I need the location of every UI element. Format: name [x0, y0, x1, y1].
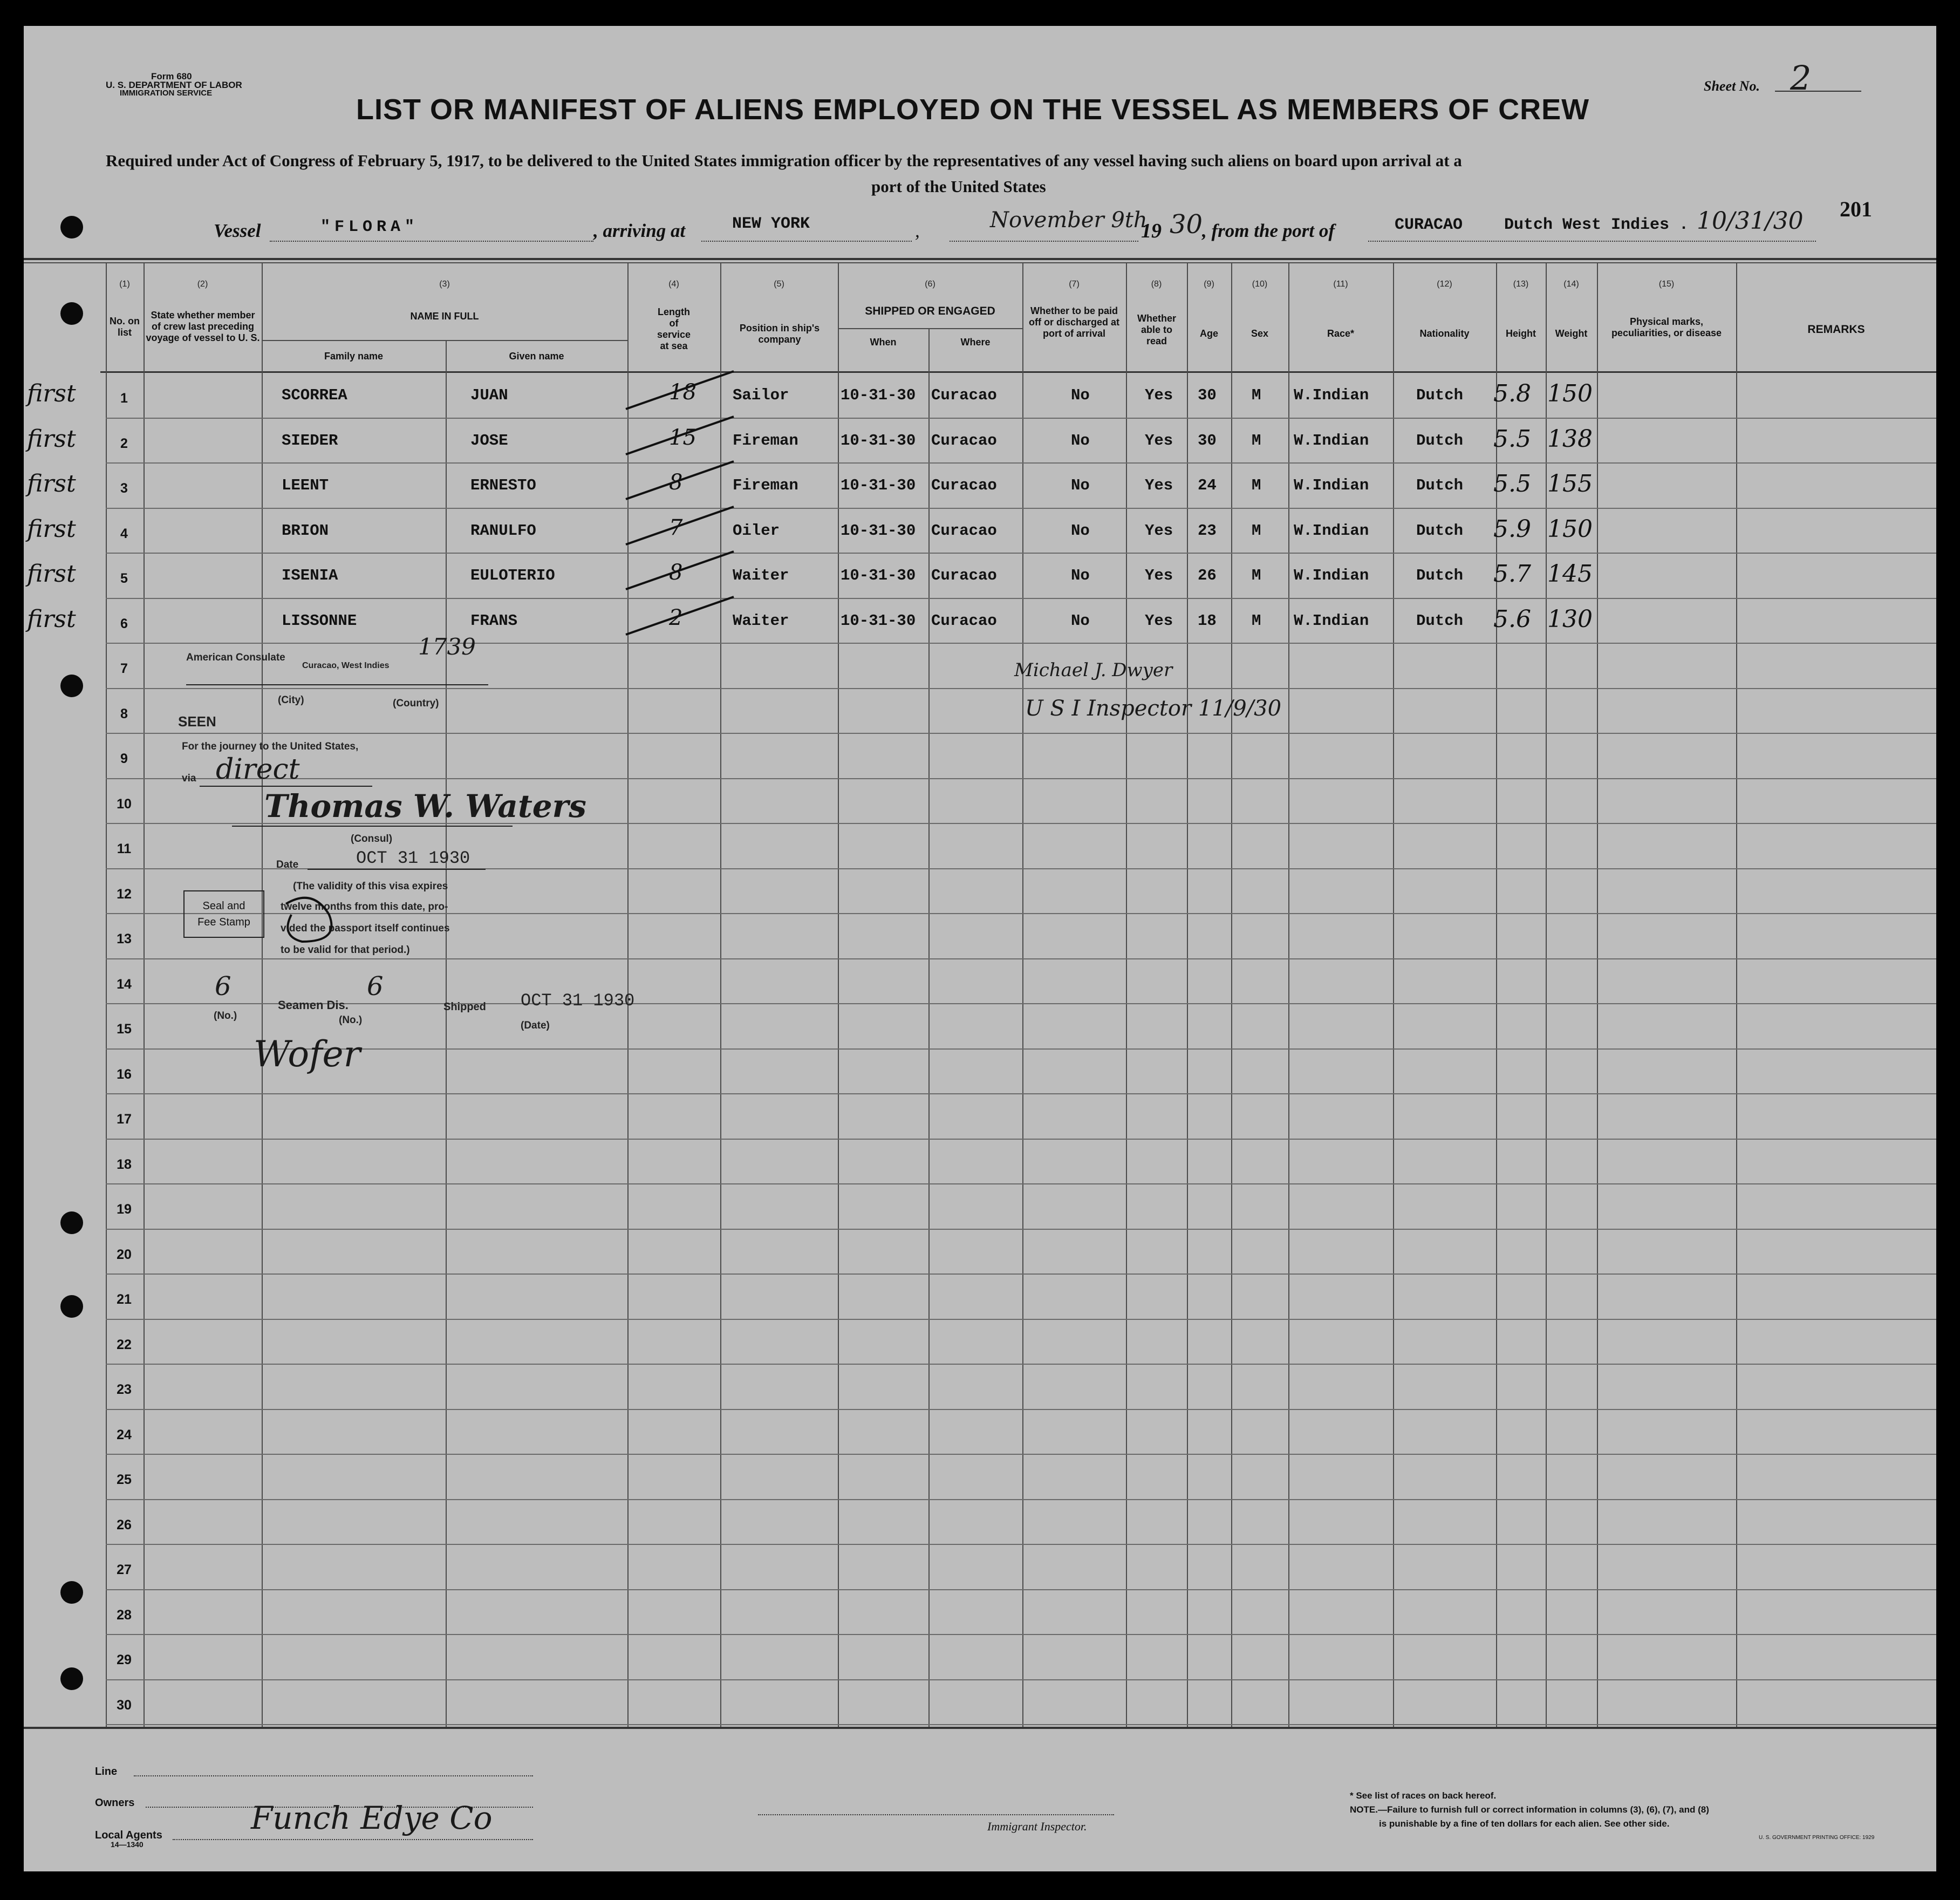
- race-cell: W.Indian: [1294, 432, 1369, 450]
- service-cell: 2: [669, 605, 683, 630]
- given-name-cell: ERNESTO: [470, 476, 536, 494]
- inspector-name: Michael J. Dwyer: [1014, 659, 1173, 681]
- gpo-line: U. S. GOVERNMENT PRINTING OFFICE: 1929: [1759, 1835, 1875, 1841]
- row-divider: [106, 553, 1936, 554]
- from-label: , from the port of: [1202, 220, 1335, 241]
- seamen-number-2: 6: [367, 971, 384, 1002]
- family-name-cell: SIEDER: [282, 432, 338, 450]
- when-cell: 10-31-30: [841, 522, 916, 540]
- sheet-label: Sheet No.: [1704, 78, 1760, 94]
- from-country: Dutch West Indies .: [1504, 216, 1689, 234]
- service-cell: 7: [669, 515, 683, 540]
- row-number: 9: [120, 751, 128, 766]
- height-cell: 5.5: [1493, 470, 1531, 498]
- paid-off-cell: No: [1071, 522, 1090, 540]
- row-divider: [106, 913, 1936, 914]
- binder-hole: [60, 1581, 83, 1604]
- header-state-whether: State whether member of crew last preceding voyage of vessel to U. S.: [146, 310, 260, 343]
- row-divider: [106, 1409, 1936, 1410]
- agents-handwritten: Funch Edye Co: [251, 1800, 493, 1836]
- row-divider: [106, 1319, 1936, 1320]
- margin-note: first: [27, 560, 76, 588]
- header-position: Position in ship's company: [739, 323, 820, 345]
- header-nationality: Nationality: [1419, 328, 1470, 339]
- header-name-in-full: NAME IN FULL: [410, 311, 479, 322]
- country-caption: (Country): [393, 698, 439, 709]
- date-label: Date: [276, 859, 299, 870]
- service-tick-mark: [615, 593, 739, 641]
- department: U. S. DEPARTMENT OF LABOR: [106, 80, 242, 90]
- weight-cell: 138: [1547, 425, 1593, 453]
- service: IMMIGRATION SERVICE: [120, 88, 213, 98]
- consul-caption: (Consul): [351, 833, 393, 845]
- no-caption: (No.): [214, 1010, 237, 1021]
- row-number: 7: [120, 661, 128, 676]
- date-note: 10/31/30: [1697, 207, 1804, 235]
- when-cell: 10-31-30: [841, 612, 916, 630]
- consulate-number: 1739: [418, 634, 476, 660]
- margin-note: first: [27, 605, 76, 633]
- where-cell: Curacao: [931, 522, 997, 540]
- row-divider: [106, 1364, 1936, 1365]
- read-cell: Yes: [1145, 432, 1173, 450]
- row-number: 26: [117, 1517, 132, 1533]
- header-length-service: Length of service at sea: [657, 307, 691, 351]
- row-number: 6: [120, 616, 128, 631]
- note-line2: is punishable by a fine of ten dollars for each alien. See other side.: [1379, 1819, 1670, 1829]
- weight-cell: 130: [1547, 605, 1593, 633]
- header-age: Age: [1199, 328, 1218, 339]
- position-cell: Oiler: [733, 522, 780, 540]
- row-number: 24: [117, 1427, 132, 1442]
- when-cell: 10-31-30: [841, 386, 916, 404]
- height-cell: 5.9: [1493, 515, 1531, 543]
- read-cell: Yes: [1145, 567, 1173, 584]
- height-cell: 5.5: [1493, 425, 1531, 453]
- margin-note: first: [27, 515, 76, 543]
- form-number: Form 680: [151, 71, 192, 81]
- paid-off-cell: No: [1071, 386, 1090, 404]
- position-cell: Fireman: [733, 476, 798, 494]
- paid-off-cell: No: [1071, 432, 1090, 450]
- row-divider: [106, 1003, 1936, 1004]
- given-name-cell: JUAN: [470, 386, 508, 404]
- row-number: 8: [120, 706, 128, 721]
- row-divider: [106, 1229, 1936, 1230]
- age-cell: 23: [1198, 522, 1217, 540]
- page-title: LIST OR MANIFEST OF ALIENS EMPLOYED ON THE VESSEL AS MEMBERS OF CREW: [356, 93, 1590, 126]
- row-number: 22: [117, 1337, 132, 1352]
- where-cell: Curacao: [931, 612, 997, 630]
- consulate-stamp: American Consulate: [186, 652, 285, 663]
- weight-cell: 150: [1547, 380, 1593, 407]
- sex-cell: M: [1252, 567, 1261, 584]
- weight-cell: 145: [1547, 560, 1593, 588]
- row-number: 11: [117, 841, 132, 856]
- sex-cell: M: [1252, 386, 1261, 404]
- row-number: 25: [117, 1472, 132, 1487]
- row-divider: [106, 1679, 1936, 1680]
- nationality-cell: Dutch: [1416, 476, 1464, 494]
- family-name-cell: LISSONNE: [282, 612, 357, 630]
- where-cell: Curacao: [931, 567, 997, 584]
- form-code: 14—1340: [111, 1840, 144, 1849]
- row-number: 27: [117, 1562, 132, 1577]
- row-divider: [106, 778, 1936, 779]
- row-divider: [106, 1499, 1936, 1500]
- margin-note: first: [27, 470, 76, 498]
- paid-off-cell: No: [1071, 612, 1090, 630]
- row-number: 14: [117, 977, 132, 992]
- row-number: 2: [120, 436, 128, 451]
- read-cell: Yes: [1145, 476, 1173, 494]
- vessel-label: Vessel: [214, 220, 261, 241]
- nationality-cell: Dutch: [1416, 432, 1464, 450]
- height-cell: 5.7: [1493, 560, 1531, 588]
- race-cell: W.Indian: [1294, 567, 1369, 584]
- row-divider: [106, 733, 1936, 734]
- family-name-cell: LEENT: [282, 476, 329, 494]
- row-divider: [106, 1544, 1936, 1545]
- row-divider: [106, 688, 1936, 689]
- line-label: Line: [95, 1766, 118, 1778]
- agents-label: Local Agents: [95, 1829, 162, 1841]
- service-tick-mark: [615, 547, 739, 596]
- row-number: 15: [117, 1021, 132, 1037]
- row-divider: [106, 1139, 1936, 1140]
- seamen-number: 6: [215, 971, 231, 1002]
- service-tick-mark: [615, 457, 739, 506]
- shipped-date: OCT 31 1930: [521, 991, 635, 1011]
- page-number: 201: [1840, 197, 1872, 221]
- sex-cell: M: [1252, 476, 1261, 494]
- weight-cell: 150: [1547, 515, 1593, 543]
- when-cell: 10-31-30: [841, 567, 916, 584]
- sex-cell: M: [1252, 612, 1261, 630]
- header-paid-off: Whether to be paid off or discharged at port of arrival: [1028, 305, 1120, 339]
- row-divider: [106, 418, 1936, 419]
- sex-cell: M: [1252, 432, 1261, 450]
- consulate-place: Curacao, West Indies: [302, 661, 390, 670]
- row-divider: [106, 958, 1936, 959]
- row-divider: [106, 643, 1936, 644]
- seal-scribble: [281, 893, 356, 952]
- sheet-number: 2: [1790, 58, 1812, 98]
- note-star: * See list of races on back hereof.: [1350, 1790, 1497, 1801]
- row-number: 12: [117, 887, 132, 902]
- position-cell: Fireman: [733, 432, 798, 450]
- city-caption: (City): [278, 694, 304, 706]
- nationality-cell: Dutch: [1416, 522, 1464, 540]
- where-cell: Curacao: [931, 432, 997, 450]
- shipped-label: Shipped: [443, 1001, 486, 1013]
- sex-cell: M: [1252, 522, 1261, 540]
- given-name-cell: FRANS: [470, 612, 518, 630]
- header-physical: Physical marks, peculiarities, or disease: [1611, 316, 1722, 338]
- subtitle-line1: Required under Act of Congress of February 5, 1917, to be delivered to the United States immigration officer by the representatives of any vessel having such aliens on board upon arrival at a: [106, 151, 1462, 170]
- subtitle-line2: port of the United States: [871, 177, 1046, 196]
- service-tick-mark: [615, 502, 739, 551]
- given-name-cell: EULOTERIO: [470, 567, 555, 584]
- age-cell: 30: [1198, 432, 1217, 450]
- nationality-cell: Dutch: [1416, 386, 1464, 404]
- validity-line1: (The validity of this visa expires: [293, 881, 448, 892]
- journey-stamp: For the journey to the United States,: [182, 741, 359, 752]
- where-cell: Curacao: [931, 476, 997, 494]
- header-where: Where: [960, 337, 991, 348]
- consul-signature: Thomas W. Waters: [264, 788, 586, 825]
- row-divider: [106, 1093, 1936, 1094]
- header-given-name: Given name: [509, 351, 564, 362]
- row-divider: [106, 598, 1936, 599]
- read-cell: Yes: [1145, 386, 1173, 404]
- race-cell: W.Indian: [1294, 612, 1369, 630]
- inspector-title: U S I Inspector 11/9/30: [1025, 696, 1282, 721]
- row-number: 4: [120, 526, 128, 541]
- read-cell: Yes: [1145, 522, 1173, 540]
- row-number: 30: [117, 1698, 132, 1713]
- when-cell: 10-31-30: [841, 476, 916, 494]
- family-name-cell: ISENIA: [282, 567, 338, 584]
- family-name-cell: BRION: [282, 522, 329, 540]
- seal-fee-stamp: Seal and Fee Stamp: [183, 890, 264, 938]
- service-tick-mark: [615, 367, 739, 416]
- given-name-cell: JOSE: [470, 432, 508, 450]
- binder-hole: [60, 1211, 83, 1234]
- header-no-on-list: No. on list: [110, 316, 140, 338]
- validity-line4: to be valid for that period.): [281, 944, 410, 956]
- family-name-cell: SCORREA: [282, 386, 347, 404]
- service-cell: 15: [669, 425, 696, 450]
- margin-note: first: [27, 380, 76, 407]
- seamen-label: Seamen Dis.: [278, 998, 349, 1012]
- row-number: 13: [117, 931, 132, 946]
- service-cell: 8: [669, 560, 683, 585]
- given-name-cell: RANULFO: [470, 522, 536, 540]
- row-divider: [106, 1634, 1936, 1635]
- header-height: Height: [1506, 328, 1536, 339]
- position-cell: Sailor: [733, 386, 789, 404]
- note-line1: NOTE.—Failure to furnish full or correct information in columns (3), (6), (7), and (8): [1350, 1804, 1709, 1815]
- via-label: via: [182, 773, 196, 784]
- race-cell: W.Indian: [1294, 386, 1369, 404]
- binder-hole: [60, 675, 83, 697]
- row-divider: [106, 1454, 1936, 1455]
- row-divider: [106, 1183, 1936, 1184]
- binder-hole: [60, 1667, 83, 1690]
- weight-cell: 155: [1547, 470, 1593, 498]
- row-divider: [106, 508, 1936, 509]
- binder-hole: [60, 1295, 83, 1318]
- paid-off-cell: No: [1071, 567, 1090, 584]
- row-number: 20: [117, 1247, 132, 1262]
- validity-line2: twelve months from this date, pro-: [281, 901, 448, 912]
- date-caption: (Date): [521, 1020, 550, 1031]
- row-divider: [106, 1724, 1936, 1725]
- row-number: 28: [117, 1608, 132, 1623]
- age-cell: 26: [1198, 567, 1217, 584]
- service-cell: 8: [669, 470, 683, 495]
- header-family-name: Family name: [324, 351, 384, 362]
- initials: Wofer: [254, 1033, 361, 1075]
- where-cell: Curacao: [931, 386, 997, 404]
- validity-line3: vided the passport itself continues: [281, 923, 450, 934]
- row-divider: [106, 1048, 1936, 1050]
- header-when: When: [870, 337, 897, 348]
- year-prefix: 19: [1141, 220, 1162, 242]
- nationality-cell: Dutch: [1416, 612, 1464, 630]
- header-race: Race*: [1327, 328, 1355, 339]
- row-number: 18: [117, 1157, 132, 1172]
- row-number: 5: [120, 571, 128, 586]
- row-number: 21: [117, 1292, 132, 1307]
- service-tick-mark: [615, 412, 739, 461]
- height-cell: 5.6: [1493, 605, 1531, 633]
- row-divider: [106, 1274, 1936, 1275]
- row-number: 1: [120, 391, 128, 406]
- arriving-port: NEW YORK: [732, 215, 810, 233]
- row-number: 23: [117, 1382, 132, 1397]
- read-cell: Yes: [1145, 612, 1173, 630]
- race-cell: W.Indian: [1294, 476, 1369, 494]
- vessel-name: "FLORA": [320, 218, 419, 236]
- height-cell: 5.8: [1493, 380, 1531, 407]
- position-cell: Waiter: [733, 567, 789, 584]
- row-number: 16: [117, 1067, 132, 1082]
- binder-hole: [60, 216, 83, 239]
- header-weight: Weight: [1555, 328, 1588, 339]
- paid-off-cell: No: [1071, 476, 1090, 494]
- header-shipped: SHIPPED OR ENGAGED: [865, 305, 995, 317]
- nationality-cell: Dutch: [1416, 567, 1464, 584]
- age-cell: 18: [1198, 612, 1217, 630]
- immigrant-inspector: Immigrant Inspector.: [987, 1820, 1087, 1833]
- row-number: 29: [117, 1652, 132, 1667]
- header-able-read: Whether able to read: [1137, 313, 1176, 346]
- via-handwritten: direct: [216, 753, 300, 786]
- row-divider: [106, 1589, 1936, 1590]
- row-number: 3: [120, 481, 128, 496]
- owners-label: Owners: [95, 1797, 135, 1809]
- row-divider: [106, 462, 1936, 464]
- from-port: CURACAO: [1395, 216, 1463, 234]
- seen-stamp: SEEN: [178, 713, 216, 730]
- arriving-label: , arriving at: [593, 220, 686, 241]
- margin-note: first: [27, 425, 76, 453]
- row-number: 17: [117, 1112, 132, 1127]
- service-cell: 18: [669, 380, 696, 405]
- header-remarks: REMARKS: [1807, 323, 1865, 336]
- no-caption-2: (No.): [339, 1014, 363, 1026]
- age-cell: 24: [1198, 476, 1217, 494]
- arrival-date: November 9th: [990, 208, 1148, 233]
- race-cell: W.Indian: [1294, 522, 1369, 540]
- age-cell: 30: [1198, 386, 1217, 404]
- consular-date: OCT 31 1930: [356, 848, 470, 868]
- row-number: 19: [117, 1202, 132, 1217]
- year-suffix: 30: [1170, 209, 1203, 240]
- header-sex: Sex: [1251, 328, 1269, 339]
- binder-hole: [60, 302, 83, 325]
- when-cell: 10-31-30: [841, 432, 916, 450]
- row-number: 10: [117, 796, 132, 812]
- position-cell: Waiter: [733, 612, 789, 630]
